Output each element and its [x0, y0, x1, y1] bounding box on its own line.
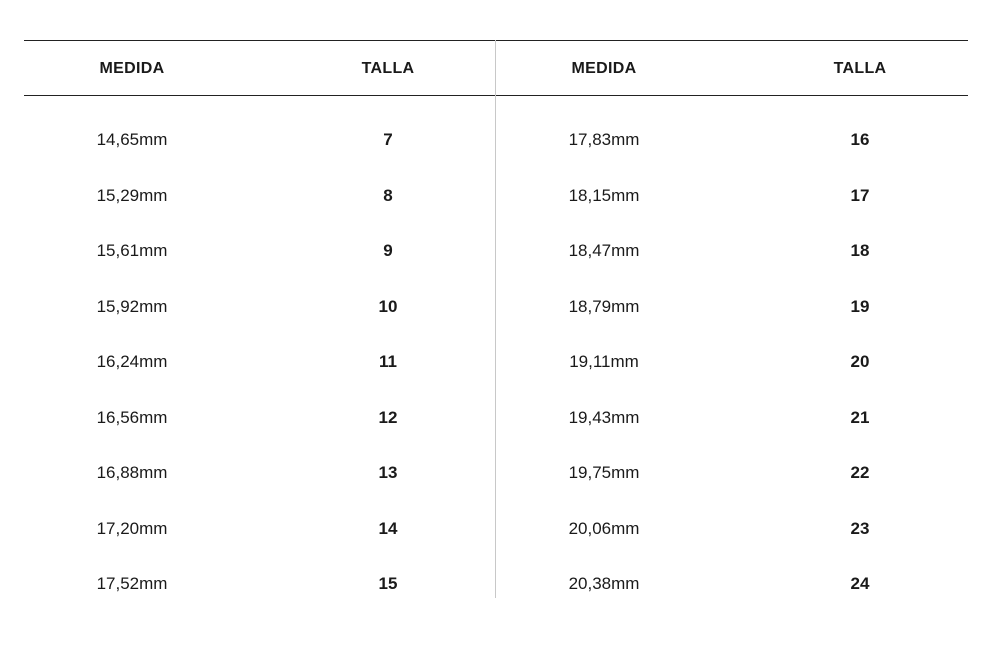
cell-medida: 15,61mm: [96, 241, 168, 260]
cell-talla: 13: [378, 463, 398, 482]
table-row: [496, 222, 968, 278]
cell-talla: 22: [850, 463, 870, 482]
table-row: [496, 444, 968, 500]
cell-medida: 20,06mm: [568, 518, 640, 538]
table-header-right: [496, 40, 968, 96]
table-row: [24, 167, 496, 223]
cell-talla: 17: [850, 185, 870, 205]
cell-talla: 15: [378, 574, 398, 593]
cell-talla: 24: [850, 574, 870, 593]
table-row: [24, 222, 496, 278]
cell-talla: 18: [850, 241, 870, 260]
table-row: [496, 167, 968, 223]
table-row: [24, 555, 496, 611]
cell-medida: 14,65mm: [96, 130, 168, 149]
cell-medida: 15,92mm: [96, 296, 168, 316]
cell-medida: 18,79mm: [568, 296, 640, 316]
table-row: [24, 278, 496, 334]
table-row: [24, 500, 496, 556]
table-row: [496, 278, 968, 334]
cell-talla: 14: [378, 518, 398, 538]
cell-medida: 18,15mm: [568, 185, 640, 205]
table-row: [496, 111, 968, 167]
cell-talla: 21: [850, 407, 870, 427]
cell-medida: 16,24mm: [96, 352, 168, 371]
table-row: [24, 389, 496, 445]
cell-medida: 17,20mm: [96, 518, 168, 538]
cell-talla: 10: [378, 296, 398, 316]
cell-talla: 20: [850, 352, 870, 371]
cell-medida: 16,56mm: [96, 407, 168, 427]
cell-talla: 12: [378, 407, 398, 427]
cell-talla: 9: [383, 241, 393, 260]
size-table-left-half: [24, 40, 496, 598]
header-medida: MEDIDA: [571, 60, 637, 77]
cell-talla: 8: [383, 185, 393, 205]
cell-medida: 15,29mm: [96, 185, 168, 205]
cell-talla: 16: [850, 130, 870, 149]
cell-medida: 17,52mm: [96, 574, 168, 593]
table-row: [496, 555, 968, 611]
cell-medida: 19,11mm: [569, 352, 639, 371]
table-row: [24, 111, 496, 167]
header-medida: MEDIDA: [99, 60, 165, 77]
cell-medida: 18,47mm: [568, 241, 640, 260]
cell-medida: 19,75mm: [568, 463, 640, 482]
table-row: [496, 500, 968, 556]
cell-medida: 19,43mm: [568, 407, 640, 427]
cell-talla: 23: [850, 518, 870, 538]
table-header-left: [24, 40, 496, 96]
cell-medida: 16,88mm: [96, 463, 168, 482]
cell-talla: 11: [379, 352, 397, 371]
cell-talla: 7: [383, 130, 393, 149]
size-table-right-half: [496, 40, 968, 598]
header-talla: TALLA: [361, 60, 415, 77]
header-talla: TALLA: [833, 60, 887, 77]
cell-medida: 17,83mm: [568, 130, 640, 149]
table-row: [496, 389, 968, 445]
table-row: [496, 333, 968, 389]
table-row: [24, 333, 496, 389]
ring-size-table: [24, 40, 968, 598]
table-row: [24, 444, 496, 500]
cell-talla: 19: [850, 296, 870, 316]
cell-medida: 20,38mm: [568, 574, 640, 593]
